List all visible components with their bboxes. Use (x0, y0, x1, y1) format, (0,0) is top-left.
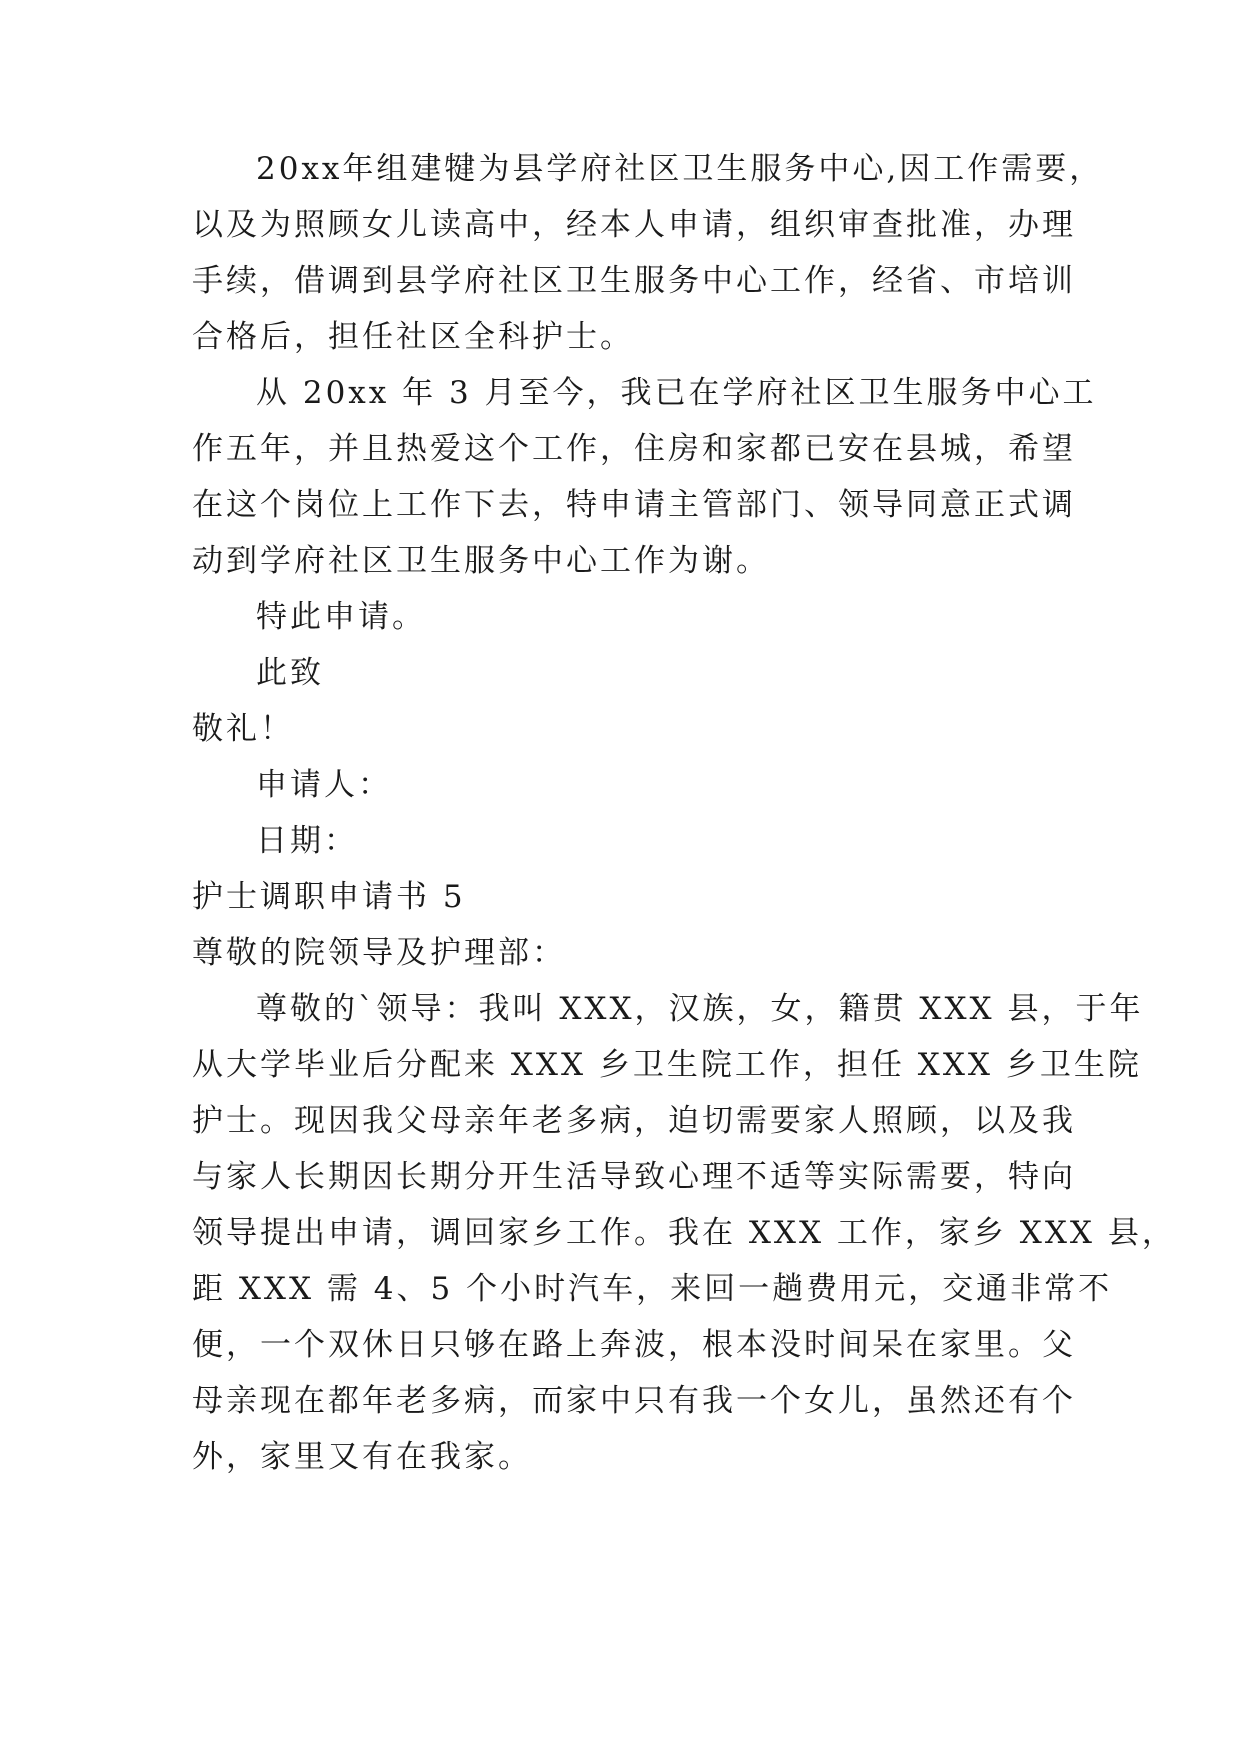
date-line: 日期： (256, 823, 358, 859)
paragraph-line: 母亲现在都年老多病，而家中只有我一个女儿，虽然还有个 (192, 1383, 1076, 1419)
paragraph-line: 尊敬的`领导：我叫 XXX，汉族，女，籍贯 XXX 县，于年 (256, 991, 1144, 1027)
section-title: 护士调职申请书 5 (192, 879, 466, 915)
salutation-line: 此致 (256, 655, 324, 691)
paragraph-line: 以及为照顾女儿读高中，经本人申请，组织审查批准，办理 (192, 207, 1076, 243)
greeting-line: 尊敬的院领导及护理部： (192, 935, 566, 971)
paragraph-line: 20xx年组建犍为县学府社区卫生服务中心,因工作需要， (256, 151, 1104, 187)
paragraph-line: 手续，借调到县学府社区卫生服务中心工作，经省、市培训 (192, 263, 1076, 299)
paragraph-line: 从 20xx 年 3 月至今，我已在学府社区卫生服务中心工 (256, 375, 1097, 411)
paragraph-line: 便，一个双休日只够在路上奔波，根本没时间呆在家里。父 (192, 1327, 1076, 1363)
paragraph-line: 护士。现因我父母亲年老多病，迫切需要家人照顾，以及我 (192, 1103, 1076, 1139)
applicant-line: 申请人： (256, 767, 392, 803)
salutation-line: 敬礼！ (192, 711, 294, 747)
paragraph-line: 在这个岗位上工作下去，特申请主管部门、领导同意正式调 (192, 487, 1076, 523)
paragraph-line: 领导提出申请，调回家乡工作。我在 XXX 工作，家乡 XXX 县， (192, 1215, 1176, 1251)
paragraph-line: 距 XXX 需 4、5 个小时汽车，来回一趟费用元，交通非常不 (192, 1271, 1113, 1307)
paragraph-line: 外，家里又有在我家。 (192, 1439, 532, 1475)
paragraph-line: 动到学府社区卫生服务中心工作为谢。 (192, 543, 770, 579)
closing-line: 特此申请。 (256, 599, 426, 635)
paragraph-line: 合格后，担任社区全科护士。 (192, 319, 634, 355)
paragraph-line: 从大学毕业后分配来 XXX 乡卫生院工作，担任 XXX 乡卫生院 (192, 1047, 1142, 1083)
paragraph-line: 作五年，并且热爱这个工作，住房和家都已安在县城，希望 (192, 431, 1076, 467)
paragraph-line: 与家人长期因长期分开生活导致心理不适等实际需要，特向 (192, 1159, 1076, 1195)
